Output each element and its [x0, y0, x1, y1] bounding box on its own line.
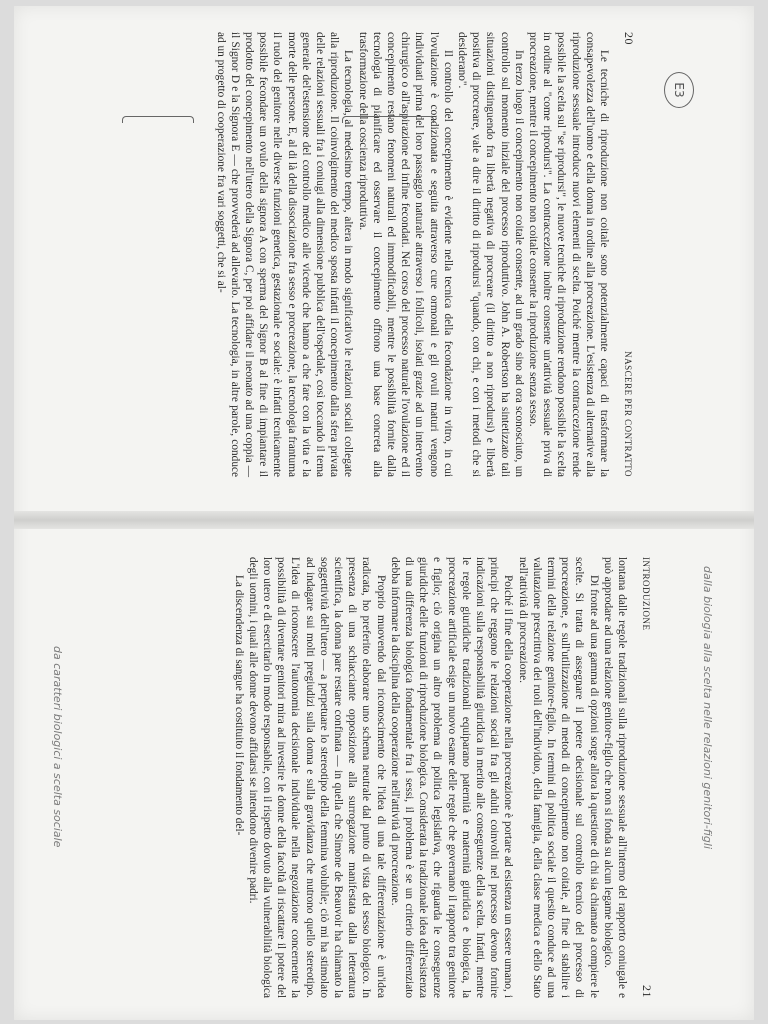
left-page-header — [621, 32, 636, 477]
paragraph: Di fronte ad una gamma di opzioni sorge allora la questione di chi sia chiamato a compiere le scelte. Si tratta di assegnare il potere decisionale sul controllo tecnico del processo di procreazione, e sull'utilizzazione di metodi di concepimento non coitale, al fine di stabilire i termini della relazione genitore-figlio. In termini di politica sociale il quesito conduce ad una valutazione prescrittiva dei ruoli dell'individuo, della famiglia, della classe medica e dello Stato nell'attività di procreazione. — [516, 557, 600, 998]
book-gutter — [14, 511, 754, 529]
left-page-body — [213, 32, 611, 477]
paragraph: Le tecniche di riproduzione non coitale sono potenzialmente capaci di trasformare la consapevolezza dell'uomo e della donna in ordine alla procreazione. L'esistenza di alternative alla riproduzione sessuale introduce nuovi elementi di scelta. Poiché mentre la contraccezione rende possibile la scelta sul "se riprodursi", le nuove tecniche di riproduzione rendono possibile la scelta in ordine al "come riprodursi". La contraccezione inoltre consente un'attività sessuale priva di procreazione, mentre il concepimento non coitale consente la riproduzione senza sesso. — [526, 32, 610, 477]
left-page — [14, 6, 754, 511]
paragraph: Il controllo del concepimento è evidente nella tecnica della fecondazione in vitro, in cui l'ovulazione è condizionata e seguita attraverso cure ormonali e gli ovuli maturi vengono individuati prima del loro passaggio naturale attraverso i follicoli, isolati grazie ad un intervento chirurgico o all'aspirazione ed infine fecondati. Nel corso del processo naturale l'ovulazione ed il concepimento restano fenomeni naturali ed immodificabili, mentre le possibilità fornite dalla tecnologia di pianificare ed osservare il concepimento offrono una base concreta alla trasformazione della coscienza riproduttiva. — [356, 32, 454, 477]
page-number-left: 20 — [622, 32, 636, 45]
running-head-right: INTRODUZIONE — [641, 557, 651, 631]
margin-bracket — [342, 116, 434, 123]
book-spread — [14, 6, 754, 1020]
right-page — [14, 529, 754, 1020]
circled-annotation: E3 — [664, 72, 694, 108]
paragraph: Proprio muovendo dal riconoscimento che l'idea di una tale differenziazione è un'idea radicata, ho preferito elaborare uno schema neutrale dal punto di vista del sesso biologico. In presenza di una schiacciante opposizione alla surrogazione manifestata dalla letteratura scientifica, la donna pare restare confinata — in quella che Simone de Beauvoir ha chiamato la soggettività dell'utero — a perpetuare lo stereotipo della femmina volubile; ciò mi ha stimolato ad indagare sui molti pregiudizi sulla donna e sulla gravidanza che nutrono quello stereotipo. L'idea di riconoscere l'autonomia decisionale individuale nella negoziazione concernente la possibilità di diventare genitori mira ad investire le donne della facoltà di riscattare il potere del loro utero e di esercitarlo in modo responsabile, con il rispetto dovuto alla vulnerabilità biologica degli uomini, i quali alle donne devono affidarsi se intendono divenire padri. — [246, 557, 387, 998]
handwritten-margin-note: dalla biologia alla scelta nelle relazioni genitori-figli — [701, 566, 714, 850]
right-page-body — [231, 557, 629, 998]
handwritten-margin-note: da caratteri biologici a scelta sociale — [51, 646, 64, 848]
margin-bracket — [122, 116, 194, 123]
paragraph: La discendenza di sangue ha costituito il fondamento del- — [232, 575, 245, 836]
running-head-left: NASCERE PER CONTRATTO — [623, 351, 633, 477]
page-number-right: 21 — [640, 985, 654, 998]
paragraph: La tecnologia, al medesimo tempo, altera in modo significativo le relazioni sociali collegate alla riproduzione. Il coinvolgimento del medico sposta infatti il concepimento dalla sfera privata delle relazioni sessuali fra i coniugi alla dimensione pubblica dell'ospedale, così toccando il tema generale del'estensione del controllo medico alle vicende che hanno a che fare con la vita e la morte delle persone. E, al di là della dissociazione fra sesso e procreazione, la tecnologia frantuma il ruolo del genitore nelle diverse funzioni genetica, gestazionale e sociale: è infatti tecnicamente possibile fecondare un ovulo della signora A con sperma del Signor B al fine di impiantare il prodotto del concepimento nell'utero della Signora C, per poi affidare il neonato ad una coppia — il Signor D e la Signora E — che provvederà ad allevarlo. La tecnologia, in altre parole, conduce ad un progetto di cooperazione fra vari soggetti, che si al- — [214, 32, 355, 477]
paragraph: lontana dalle regole tradizionali sulla riproduzione sessuale all'interno del rapporto coniugale e può approdare ad una relazione genitore-figlio che non si fonda su alcun legame biologico. — [601, 557, 628, 998]
paragraph: In terzo luogo il concepimento non coitale consente, ad un grado sino ad ora sconosciuto, un controllo sul momento iniziale del processo riproduttivo. John A. Robertson ha sintetizzato tali situazioni distinguendo fra libertà negativa di procreare (il diritto a non riprodursi) e libertà positiva di procreare, vale a dire il diritto di riprodursi "quando, con chi, e con i metodi che si desiderano". — [455, 32, 525, 477]
scanned-document — [14, 6, 754, 1020]
right-page-header — [639, 557, 654, 998]
paragraph: Poiché il fine della cooperazione nella procreazione è portare ad esistenza un essere umano, i principi che reggono le relazioni sociali fra gli adulti coinvolti nel processo devono fornire indicazioni sulla responsabilità giuridica in merito alle conseguenze della scelta. Infatti, mentre le regole giuridiche tradizionali equiparano paternità e maternità giuridica e biologica, la procreazione artificiale esige un nuovo esame delle regole che governano il rapporto tra genitore e figlio; ciò origina un altro problema di politica legislativa, che riguarda le conseguenze giuridiche delle funzioni di riproduzione biologica. Considerata la tradizionale idea dell'esistenza di una differenza biologica fondamentale fra i sessi, il problema è se un criterio differenziato debba informare la disciplina della cooperazione nell'attività di procreazione. — [388, 557, 515, 998]
